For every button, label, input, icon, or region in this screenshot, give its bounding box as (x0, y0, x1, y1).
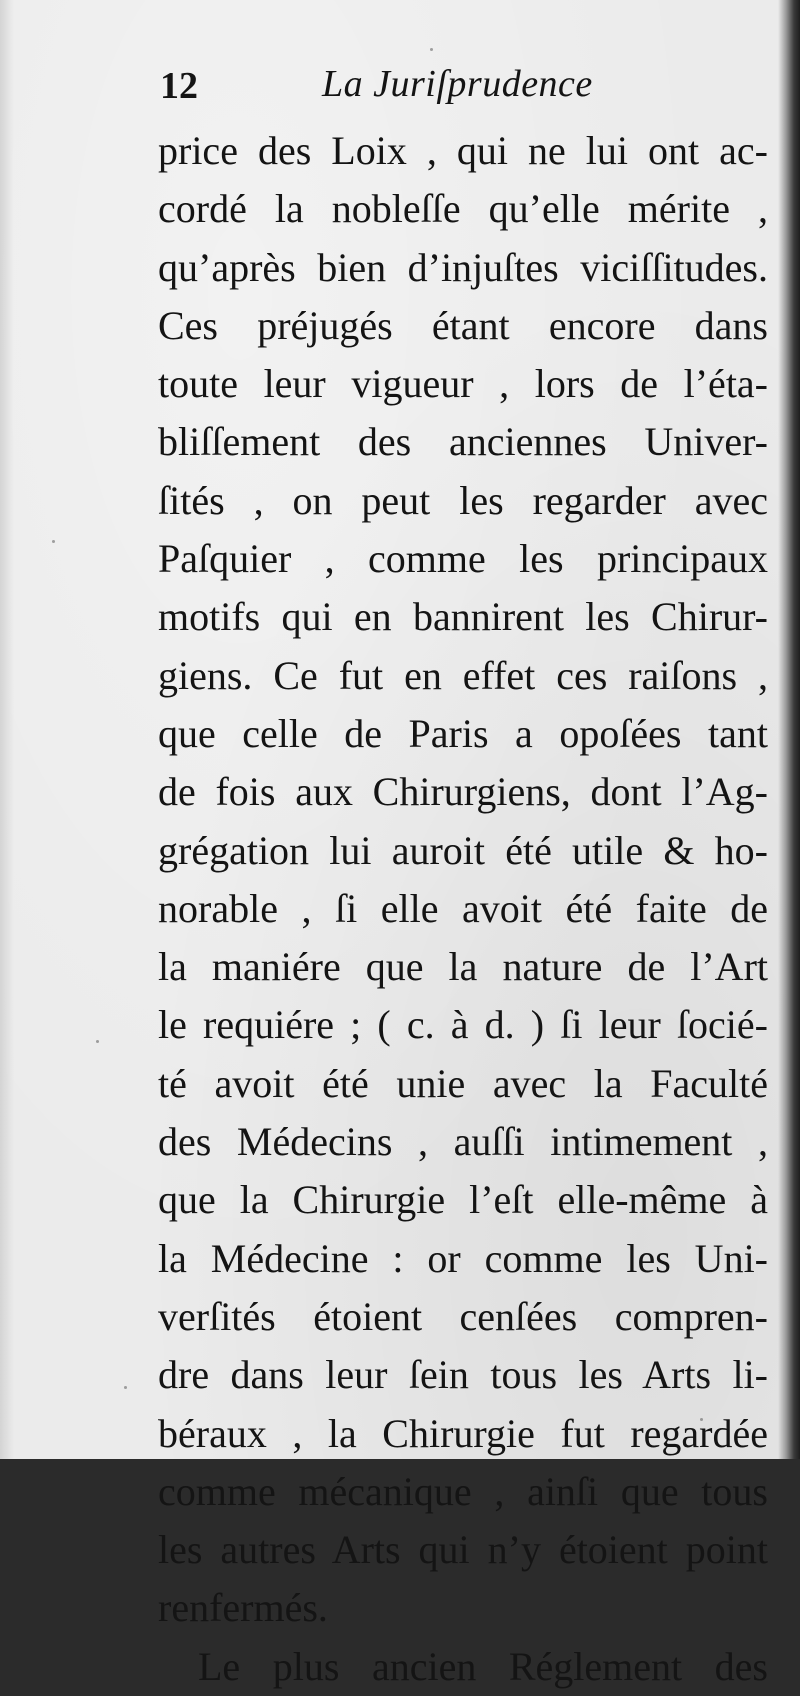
text-line: price des Loix , qui ne lui ont ac- (158, 128, 768, 173)
page-header (160, 62, 620, 118)
text-line: le requiére ; ( c. à d. ) ſi leur ſocié- (158, 1002, 768, 1048)
text-line: de fois aux Chirurgiens, dont l’Ag- (158, 769, 768, 815)
paper-speck (96, 1040, 99, 1043)
text-line: des Médecins , auſſi intimement , (158, 1119, 768, 1165)
text-line: norable , ſi elle avoit été faite de (158, 885, 768, 931)
text-line: verſités étoient cenſées compren- (158, 1293, 768, 1339)
text-line: cordé la nobleſſe qu’elle mérite , (158, 186, 768, 232)
text-line: béraux , la Chirurgie fut regardée (158, 1410, 768, 1456)
text-line: té avoit été unie avec la Faculté (158, 1060, 768, 1106)
text-line: comme mécanique , ainſi que tous (158, 1468, 768, 1514)
paper-speck (430, 48, 433, 51)
page-edge-shadow (778, 0, 800, 1459)
text-line: bliſſement des anciennes Univer- (158, 419, 768, 465)
text-line: que la Chirurgie l’eſt elle-même à (158, 1177, 768, 1223)
paragraph-start-line: Le plus ancien Réglement des (198, 1643, 768, 1689)
paper-speck (52, 540, 55, 543)
text-line: que celle de Paris a opoſées tant (158, 710, 768, 756)
text-line: Paſquier , comme les principaux (158, 536, 768, 582)
body-text (158, 122, 768, 1696)
text-line: dre dans leur ſein tous les Arts li- (158, 1352, 768, 1398)
text-line: motifs qui en bannirent les Chirur- (158, 594, 768, 640)
text-line: la Médecine : or comme les Uni- (158, 1235, 768, 1281)
text-line: les autres Arts qui n’y étoient point (158, 1527, 768, 1573)
page-gutter-shadow (0, 0, 14, 1459)
paper-speck (124, 1386, 127, 1389)
text-line: qu’après bien d’injuſtes viciſſitudes. (158, 244, 768, 290)
text-line: giens. Ce fut en effet ces raiſons , (158, 652, 768, 698)
text-line: ſités , on peut les regarder avec (158, 477, 768, 523)
running-head: La Juriſprudence (322, 63, 593, 105)
text-line: grégation lui auroit été utile & ho- (158, 827, 768, 873)
text-line: la maniére que la nature de l’Art (158, 944, 768, 990)
paragraph-end-line: renfermés. (158, 1585, 328, 1631)
text-line: Ces préjugés étant encore dans (158, 302, 768, 348)
page-number: 12 (160, 65, 198, 107)
text-line: toute leur vigueur , lors de l’éta- (158, 361, 768, 407)
